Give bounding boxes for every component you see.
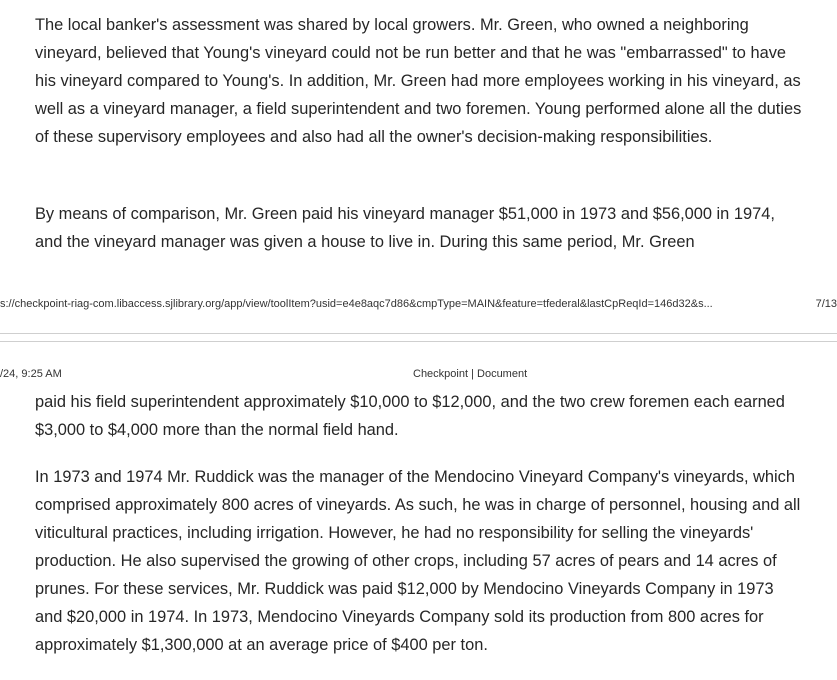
footer-url: s://checkpoint-riag-com.libaccess.sjlibrary.org/app/view/toolItem?usid=e4e8aqc7d86&cmpType=MAIN&feature=tfederal&lastCpReqId=146d32&s... <box>0 298 713 310</box>
header-title: Checkpoint | Document <box>413 368 528 380</box>
header-timestamp: /24, 9:25 AM <box>0 368 62 380</box>
footer-page-number: 7/13 <box>815 298 837 310</box>
page-break-divider <box>0 333 837 334</box>
paragraph-superintendent-pay: paid his field superintendent approximately $10,000 to $12,000, and the two crew foremen each earned $3,000 to $4,000 more than the normal field hand. <box>35 393 785 439</box>
page-break-divider <box>0 341 837 342</box>
paragraph-ruddick-manager: In 1973 and 1974 Mr. Ruddick was the manager of the Mendocino Vineyard Company's vineyards, which comprised approximately 800 acres of vineyards. As such, he was in charge of personnel, housing and all viticultural practices, including irrigation. However, he had no responsibility for selling the vineyards' production. He also supervised the growing of other crops, including 57 acres of pears and 14 acres of prunes. For these services, Mr. Ruddick was paid $12,000 by Mendocino Vineyards Company in 1973 and $20,000 in 1974. In 1973, Mendocino Vineyards Company sold its production from 800 acres for approximately $1,300,000 at an average price of $400 per ton. <box>35 468 801 654</box>
paragraph-growers-assessment: The local banker's assessment was shared by local growers. Mr. Green, who owned a neighboring vineyard, believed that Young's vineyard could not be run better and that he was "embarrassed" to have his vineyard compared to Young's. In addition, Mr. Green had more employees working in his vineyard, as well as a vineyard manager, a field superintendent and two foremen. Young performed alone all the duties of these supervisory employees and also had all the owner's decision-making responsibilities. <box>35 16 802 146</box>
paragraph-comparison: By means of comparison, Mr. Green paid his vineyard manager $51,000 in 1973 and $56,000 in 1974, and the vineyard manager was given a house to live in. During this same period, Mr. Green <box>35 205 775 251</box>
